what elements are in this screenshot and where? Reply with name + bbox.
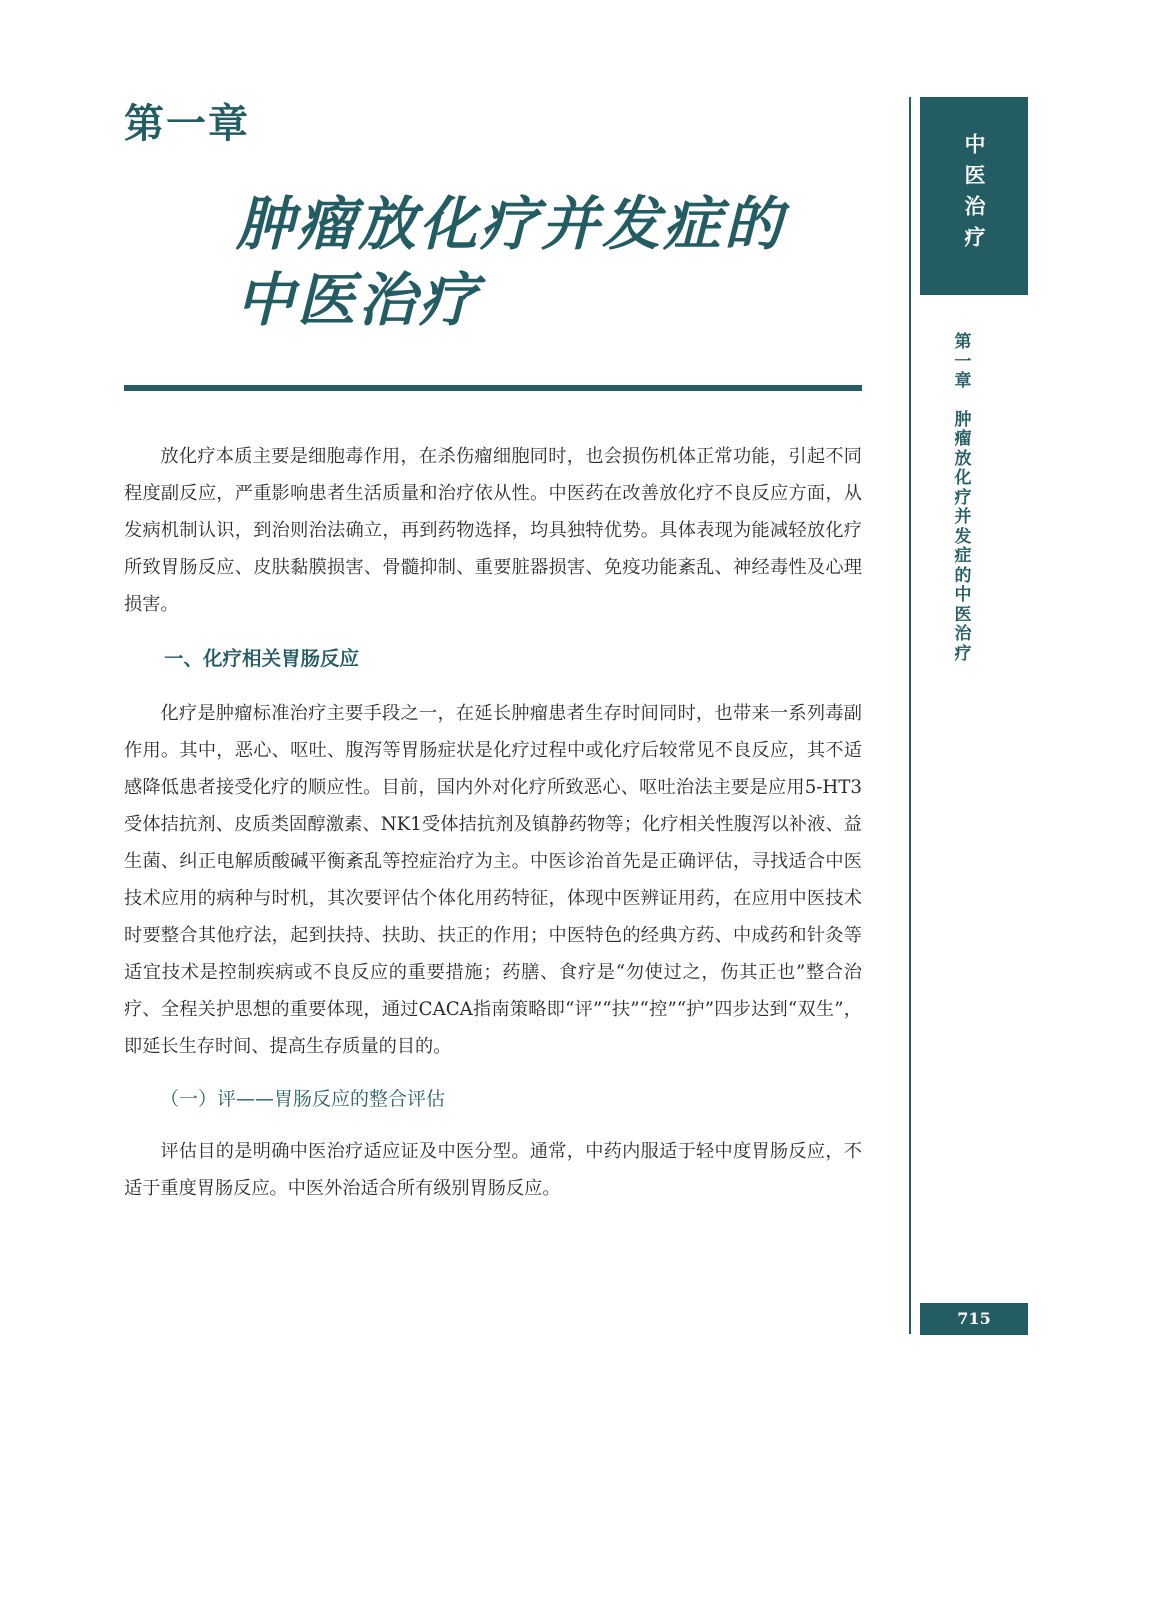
chapter-title-line-1: 肿瘤放化疗并发症的 [236, 190, 786, 258]
side-chapter-label: 第一章 [954, 332, 972, 391]
section-heading: 一、化疗相关胃肠反应 [164, 647, 360, 670]
title-divider [124, 385, 862, 391]
body-content [124, 438, 862, 1207]
chapter-title [236, 186, 785, 338]
side-running-header [950, 333, 976, 664]
side-chapter-title: 肿瘤放化疗并发症的中医治疗 [954, 409, 972, 664]
chapter-label: 第一章 [124, 101, 250, 147]
page-number: 715 [920, 1303, 1028, 1335]
side-section-tab-label: 中医治疗 [962, 133, 986, 257]
section-paragraph: 化疗是肿瘤标准治疗主要手段之一，在延长肿瘤患者生存时间同时，也带来一系列毒副作用。其中，恶心、呕吐、腹泻等胃肠症状是化疗过程中或化疗后较常见不良反应，其不适感降低患者接受化疗的顺应性。目前，国内外对化疗所致恶心、呕吐治法主要是应用5-HT3受体拮抗剂、皮质类固醇激素、NK1受体拮抗剂及镇静药物等；化疗相关性腹泻以补液、益生菌、纠正电解质酸碱平衡紊乱等控症治疗为主。中医诊治首先是正确评估，寻找适合中医技术应用的病种与时机，其次要评估个体化用药特征，体现中医辨证用药，在应用中医技术时要整合其他疗法，起到扶持、扶助、扶正的作用；中医特色的经典方药、中成药和针灸等适宜技术是控制疾病或不良反应的重要措施；药膳、食疗是“勿使过之，伤其正也”整合治疗、全程关护思想的重要体现，通过CACA指南策略即“评”“扶”“控”“护”四步达到“双生”，即延长生存时间、提高生存质量的目的。 [124, 703, 862, 1057]
side-section-tab [920, 97, 1028, 295]
side-divider-line [909, 97, 911, 1334]
subsection-paragraph: 评估目的是明确中医治疗适应证及中医分型。通常，中药内服适于轻中度胃肠反应，不适于重度胃肠反应。中医外治适合所有级别胃肠反应。 [124, 1141, 862, 1199]
subsection-heading: （一）评——胃肠反应的整合评估 [160, 1088, 446, 1110]
intro-paragraph: 放化疗本质主要是细胞毒作用，在杀伤瘤细胞同时，也会损伤机体正常功能，引起不同程度副反应，严重影响患者生活质量和治疗依从性。中医药在改善放化疗不良反应方面，从发病机制认识，到治则治法确立，再到药物选择，均具独特优势。具体表现为能减轻放化疗所致胃肠反应、皮肤黏膜损害、骨髓抑制、重要脏器损害、免疫功能紊乱、神经毒性及心理损害。 [124, 446, 862, 615]
chapter-title-line-2: 中医治疗 [236, 266, 481, 334]
